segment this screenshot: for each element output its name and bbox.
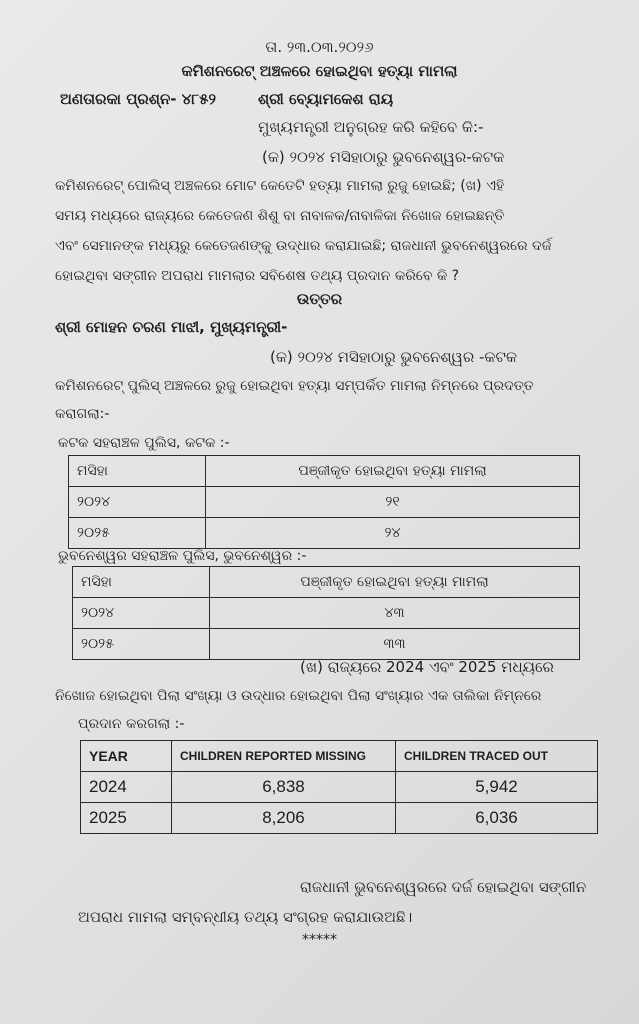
closing-stars: *****: [302, 932, 337, 948]
table-header-cell: ପଞ୍ଜୀକୃତ ହୋଇଥିବା ହତ୍ୟା ମାମଲା: [206, 456, 580, 487]
traced-cell: 5,942: [396, 772, 598, 803]
year-cell: ୨୦୨୫: [73, 629, 210, 660]
date-line: ତା. ୨୩.୦୩.୨୦୨୬: [265, 38, 374, 56]
cuttack-murder-table: [68, 455, 580, 549]
year-cell: 2024: [81, 772, 172, 803]
part-b-line-2: ନିଖୋଜ ହୋଇଥିବା ପିଲା ସଂଖ୍ୟା ଓ ଉଦ୍ଧାର ହୋଇଥିବା ପିଲା ସଂଖ୍ୟାର ଏକ ତାଲିକା ନିମ୍ନରେ: [55, 688, 542, 704]
year-cell: ୨୦୨୪: [73, 598, 210, 629]
answer-line-2: କମିଶନରେଟ୍ ପୁଲିସ୍ ଅଞ୍ଚଳରେ ରୁଜୁ ହୋଇଥିବା ହତ୍ୟା ସମ୍ପର୍କିତ ମାମଲା ନିମ୍ନରେ ପ୍ରଦତ୍ତ: [55, 378, 534, 394]
year-cell: ୨୦୨୪: [69, 487, 206, 518]
answer-heading: ଉତ୍ତର: [296, 290, 343, 308]
table-header-cell: ମସିହା: [69, 456, 206, 487]
missing-cell: 8,206: [172, 803, 396, 834]
cases-cell: ୩୩: [210, 629, 580, 660]
table-row: [81, 803, 598, 834]
question-line-3: ସମୟ ମଧ୍ୟରେ ରାଜ୍ୟରେ କେତେଜଣ ଶିଶୁ ବା ନାବାଳକ/ନାବାଳିକା ନିଖୋଜ ହୋଇଛନ୍ତି: [55, 208, 505, 224]
year-cell: ୨୦୨୫: [69, 518, 206, 549]
table-header-cell: CHILDREN TRACED OUT: [396, 741, 598, 772]
part-c-line-2: ଅପରାଧ ମାମଲା ସମ୍ବନ୍ଧୀୟ ତଥ୍ୟ ସଂଗ୍ରହ କରାଯାଉଅଛି।: [78, 908, 413, 926]
question-number: ଅଣତାରକା ପ୍ରଶ୍ନ- ୪୮୫୨: [60, 90, 217, 108]
respondent-name: ଶ୍ରୀ ମୋହନ ଚରଣ ମାଝୀ, ମୁଖ୍ୟମନ୍ତ୍ରୀ-: [55, 318, 288, 336]
cuttack-table-caption: କଟକ ସହରାଞ୍ଚଳ ପୁଲିସ, କଟକ :-: [58, 435, 230, 451]
table-row: [81, 772, 598, 803]
cases-cell: ୪୩: [210, 598, 580, 629]
table-header-cell: YEAR: [81, 741, 172, 772]
bbsr-table-caption: ଭୁବନେଶ୍ୱର ସହରାଞ୍ଚଳ ପୁଲିସ, ଭୁବନେଶ୍ୱର :-: [58, 548, 307, 564]
question-intro: ମୁଖ୍ୟମନ୍ତ୍ରୀ ଅନୁଗ୍ରହ କରି କହିବେ କି:-: [258, 118, 484, 136]
cases-cell: ୨୧: [206, 487, 580, 518]
traced-cell: 6,036: [396, 803, 598, 834]
question-line-4: ଏବଂ ସେମାନଙ୍କ ମଧ୍ୟରୁ କେତେଜଣଙ୍କୁ ଉଦ୍ଧାର କରାଯାଇଛି; ରାଜଧାନୀ ଭୁବନେଶ୍ୱରରେ ଦର୍ଜ: [55, 238, 552, 254]
table-row: [73, 598, 580, 629]
missing-cell: 6,838: [172, 772, 396, 803]
table-header-cell: ପଞ୍ଜୀକୃତ ହୋଇଥିବା ହତ୍ୟା ମାମଲା: [210, 567, 580, 598]
table-row: [69, 487, 580, 518]
year-cell: 2025: [81, 803, 172, 834]
table-row: [69, 518, 580, 549]
question-line-1: (କ) ୨୦୨୪ ମସିହାଠାରୁ ଭୁବନେଶ୍ୱର-କଟକ: [262, 148, 505, 166]
question-line-2: କମିଶନରେଟ୍ ପୋଲିସ୍ ଅଞ୍ଚଳରେ ମୋଟ କେତେଟି ହତ୍ୟା ମାମଲା ରୁଜୁ ହୋଇଛି; (ଖ) ଏହି: [55, 178, 505, 194]
cases-cell: ୨୪: [206, 518, 580, 549]
table-row: [73, 629, 580, 660]
member-name: ଶ୍ରୀ ବ୍ୟୋମକେଶ ରାୟ: [258, 90, 394, 108]
question-line-5: ହୋଇଥିବା ସଙ୍ଗୀନ ଅପରାଧ ମାମଲାର ସବିଶେଷ ତଥ୍ୟ ପ୍ରଦାନ କରିବେ କି ?: [55, 268, 460, 284]
children-missing-table: [80, 740, 598, 834]
subject-heading: କମିଶନରେଟ୍ ଅଞ୍ଚଳରେ ହୋଇଥିବା ହତ୍ୟା ମାମଲା: [181, 62, 458, 80]
part-b-line-3: ପ୍ରଦାନ କରଗଲା :-: [78, 716, 185, 732]
table-header-cell: ମସିହା: [73, 567, 210, 598]
table-header-row: [73, 567, 580, 598]
table-header-row: [69, 456, 580, 487]
part-c-line-1: ରାଜଧାନୀ ଭୁବନେଶ୍ୱରରେ ଦର୍ଜ ହୋଇଥିବା ସଙ୍ଗୀନ: [300, 878, 587, 896]
table-header-cell: CHILDREN REPORTED MISSING: [172, 741, 396, 772]
part-b-line-1: (ଖ) ରାଜ୍ୟରେ 2024 ଏବଂ 2025 ମଧ୍ୟରେ: [300, 658, 554, 676]
answer-line-3: କରାଗଲା:-: [55, 406, 110, 422]
bbsr-murder-table: [72, 566, 580, 660]
answer-line-1: (କ) ୨୦୨୪ ମସିହାଠାରୁ ଭୁବନେଶ୍ୱର -କଟକ: [270, 348, 517, 366]
table-header-row: [81, 741, 598, 772]
